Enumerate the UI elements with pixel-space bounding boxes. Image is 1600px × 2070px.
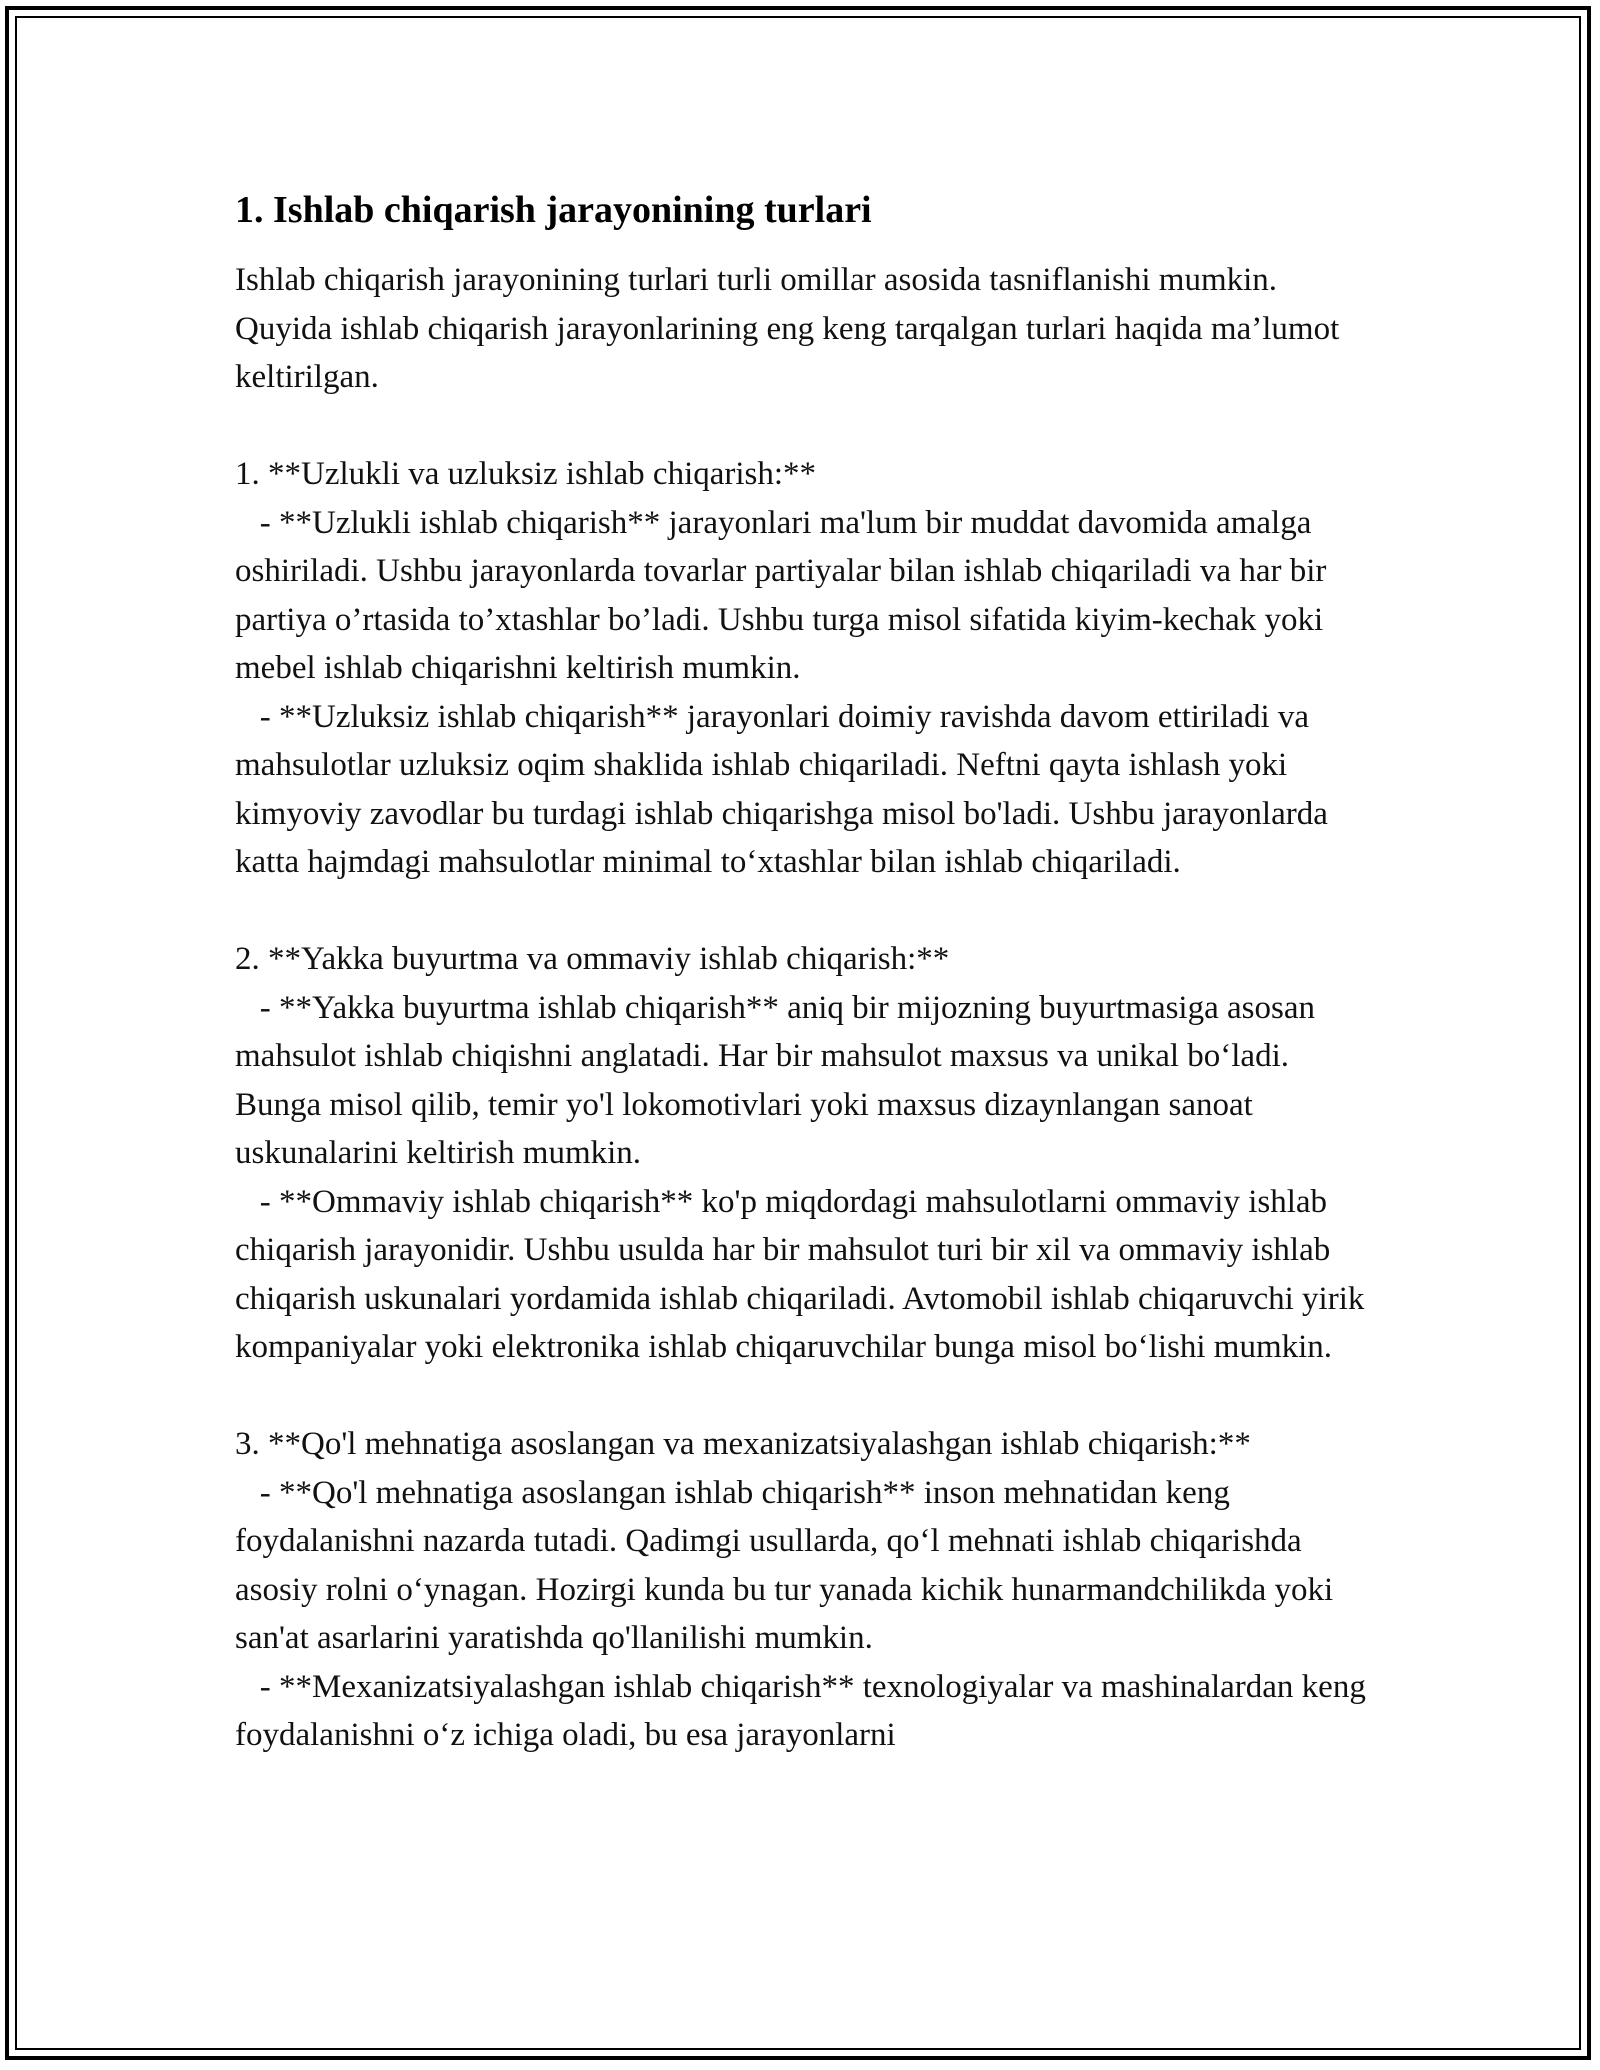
section-item: - **Mexanizatsiyalashgan ishlab chiqarish** texnologiyalar va mashinalardan keng foydalanishni o‘z ichiga oladi, bu esa jarayonlarni [235, 1668, 1375, 1753]
section-heading: 2. **Yakka buyurtma va ommaviy ishlab chiqarish:** [235, 941, 950, 977]
document-title: 1. Ishlab chiqarish jarayonining turlari [235, 189, 872, 231]
section-3 [235, 1420, 1375, 1760]
intro-paragraph: Ishlab chiqarish jarayonining turlari turli omillar asosida tasniflanishi mumkin. Quyida ishlab chiqarish jarayonlarining eng keng tarqalgan turlari haqida ma’lumot keltirilgan. [235, 262, 1348, 395]
paragraph-gap [235, 402, 1375, 451]
section-item: - **Uzluksiz ishlab chiqarish** jarayonlari doimiy ravishda davom ettiriladi va mahsulotlar uzluksiz oqim shaklida ishlab chiqariladi. Neftni qayta ishlash yoki kimyoviy zavodlar bu turdagi ishlab chiqarishga misol bo'ladi. Ushbu jarayonlarda katta hajmdagi mahsulotlar minimal to‘xtashlar bilan ishlab chiqariladi. [235, 698, 1337, 880]
section-item: - **Ommaviy ishlab chiqarish** ko'p miqdordagi mahsulotlarni ommaviy ishlab chiqarish jarayonidir. Ushbu usulda har bir mahsulot turi bir xil va ommaviy ishlab chiqarish uskunalari yordamida ishlab chiqariladi. Avtomobil ishlab chiqaruvchi yirik kompaniyalar yoki elektronika ishlab chiqaruvchilar bunga misol bo‘lishi mumkin. [235, 1183, 1373, 1365]
section-item: - **Yakka buyurtma ishlab chiqarish** aniq bir mijozning buyurtmasiga asosan mahsulot ishlab chiqishni anglatadi. Har bir mahsulot maxsus va unikal bo‘ladi. Bunga misol qilib, temir yo'l lokomotivlari yoki maxsus dizaynlangan sanoat uskunalarini keltirish mumkin. [235, 989, 1324, 1171]
document-body [235, 186, 1375, 1760]
paragraph-gap [235, 887, 1375, 936]
section-item: - **Uzlukli ishlab chiqarish** jarayonlari ma'lum bir muddat davomida amalga oshiriladi. Ushbu jarayonlarda tovarlar partiyalar bilan ishlab chiqariladi va har bir partiya o’rtasida to’xtashlar bo’ladi. Ushbu turga misol sifatida kiyim-kechak yoki mebel ishlab chiqarishni keltirish mumkin. [235, 504, 1335, 686]
section-item: - **Qo'l mehnatiga asoslangan ishlab chiqarish** inson mehnatidan keng foydalanishni nazarda tutadi. Qadimgi usullarda, qo‘l mehnati ishlab chiqarishda asosiy rolni o‘ynagan. Hozirgi kunda bu tur yanada kichik hunarmandchilikda yoki san'at asarlarini yaratishda qo'llanilishi mumkin. [235, 1474, 1342, 1656]
section-1 [235, 450, 1375, 887]
section-2 [235, 935, 1375, 1372]
section-heading: 1. **Uzlukli va uzluksiz ishlab chiqarish:** [235, 456, 817, 492]
section-heading: 3. **Qo'l mehnatiga asoslangan va mexanizatsiyalashgan ishlab chiqarish:** [235, 1426, 1251, 1462]
paragraph-gap [235, 1372, 1375, 1421]
